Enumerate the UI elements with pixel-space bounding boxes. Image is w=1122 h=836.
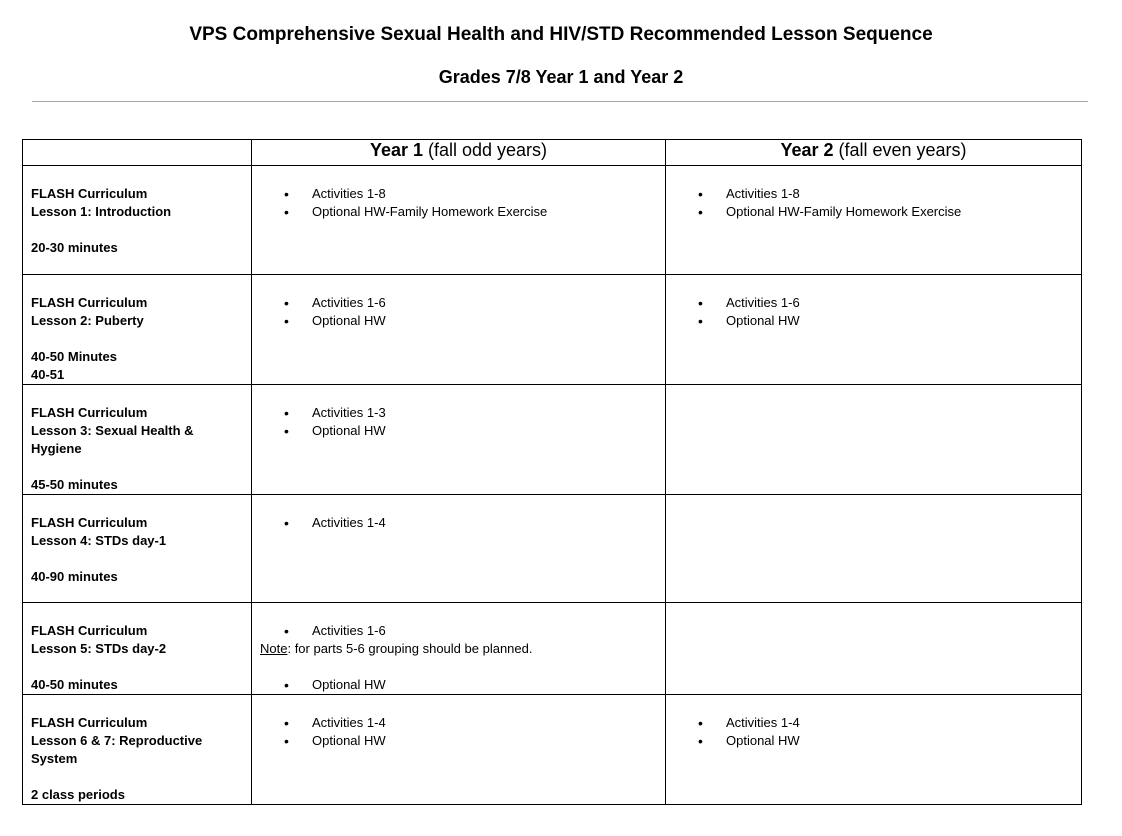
lesson-duration: 40-90 minutes xyxy=(31,569,118,584)
year1-cell xyxy=(252,275,666,385)
lesson-cell xyxy=(23,495,252,603)
lesson-title: Lesson 3: Sexual Health & Hygiene xyxy=(31,423,194,456)
lesson-title: Lesson 6 & 7: Reproductive System xyxy=(31,733,203,766)
lesson-duration: 2 class periods xyxy=(31,787,125,802)
lesson-title: Lesson 1: Introduction xyxy=(31,204,172,219)
curriculum-label: FLASH Curriculum xyxy=(31,295,148,310)
list-item: • Activities 1-6 xyxy=(252,294,665,312)
lesson-duration: 20-30 minutes xyxy=(31,240,118,255)
lesson-duration-alt: 40-51 xyxy=(31,367,65,382)
list-item: • Activities 1-3 xyxy=(252,404,665,422)
table-row xyxy=(23,166,1082,275)
table-header-row xyxy=(23,140,1082,166)
grouping-note: Note: for parts 5-6 grouping should be planned. xyxy=(260,641,533,656)
year2-cell xyxy=(666,275,1082,385)
list-item: • Activities 1-4 xyxy=(252,514,665,532)
list-item: • Activities 1-6 xyxy=(666,294,1081,312)
list-item: • Optional HW-Family Homework Exercise xyxy=(666,203,1081,221)
lesson-cell xyxy=(23,695,252,805)
table-row xyxy=(23,603,1082,695)
year2-cell xyxy=(666,385,1082,495)
year1-cell xyxy=(252,695,666,805)
table-row xyxy=(23,385,1082,495)
year2-cell xyxy=(666,695,1082,805)
list-item: • Optional HW xyxy=(666,312,1081,330)
year1-cell xyxy=(252,495,666,603)
list-item: • Optional HW xyxy=(252,732,665,750)
curriculum-label: FLASH Curriculum xyxy=(31,623,148,638)
header-year2: Year 2 (fall even years) xyxy=(666,140,1082,166)
year2-cell xyxy=(666,495,1082,603)
list-item: • Activities 1-4 xyxy=(666,714,1081,732)
year1-cell xyxy=(252,166,666,275)
list-item: • Activities 1-4 xyxy=(252,714,665,732)
lesson-sequence-table xyxy=(22,139,1082,805)
table-row xyxy=(23,275,1082,385)
list-item: • Optional HW xyxy=(666,732,1081,750)
curriculum-label: FLASH Curriculum xyxy=(31,186,148,201)
curriculum-label: FLASH Curriculum xyxy=(31,515,148,530)
lesson-duration: 40-50 Minutes xyxy=(31,349,117,364)
document-subtitle: Grades 7/8 Year 1 and Year 2 xyxy=(438,67,684,87)
list-item: • Activities 1-8 xyxy=(666,185,1081,203)
lesson-cell xyxy=(23,603,252,695)
list-item: • Activities 1-8 xyxy=(252,185,665,203)
list-item: • Optional HW xyxy=(252,676,665,694)
table-row xyxy=(23,495,1082,603)
curriculum-label: FLASH Curriculum xyxy=(31,715,148,730)
lesson-duration: 40-50 minutes xyxy=(31,677,118,692)
header-blank-cell xyxy=(23,140,252,166)
year2-cell xyxy=(666,603,1082,695)
year2-cell xyxy=(666,166,1082,275)
list-item: • Optional HW-Family Homework Exercise xyxy=(252,203,665,221)
curriculum-label: FLASH Curriculum xyxy=(31,405,148,420)
list-item: • Activities 1-6 xyxy=(252,622,665,640)
table-row xyxy=(23,695,1082,805)
lesson-title: Lesson 4: STDs day-1 xyxy=(31,533,167,548)
list-item: • Optional HW xyxy=(252,312,665,330)
lesson-title: Lesson 5: STDs day-2 xyxy=(31,641,167,656)
list-item: • Optional HW xyxy=(252,422,665,440)
title-divider xyxy=(32,101,1088,102)
header-year1: Year 1 (fall odd years) xyxy=(252,140,666,166)
lesson-cell xyxy=(23,166,252,275)
year1-cell xyxy=(252,385,666,495)
lesson-duration: 45-50 minutes xyxy=(31,477,118,492)
lesson-cell xyxy=(23,275,252,385)
lesson-cell xyxy=(23,385,252,495)
year1-cell xyxy=(252,603,666,695)
lesson-title: Lesson 2: Puberty xyxy=(31,313,144,328)
document-title: VPS Comprehensive Sexual Health and HIV/STD Recommended Lesson Sequence xyxy=(189,24,933,45)
